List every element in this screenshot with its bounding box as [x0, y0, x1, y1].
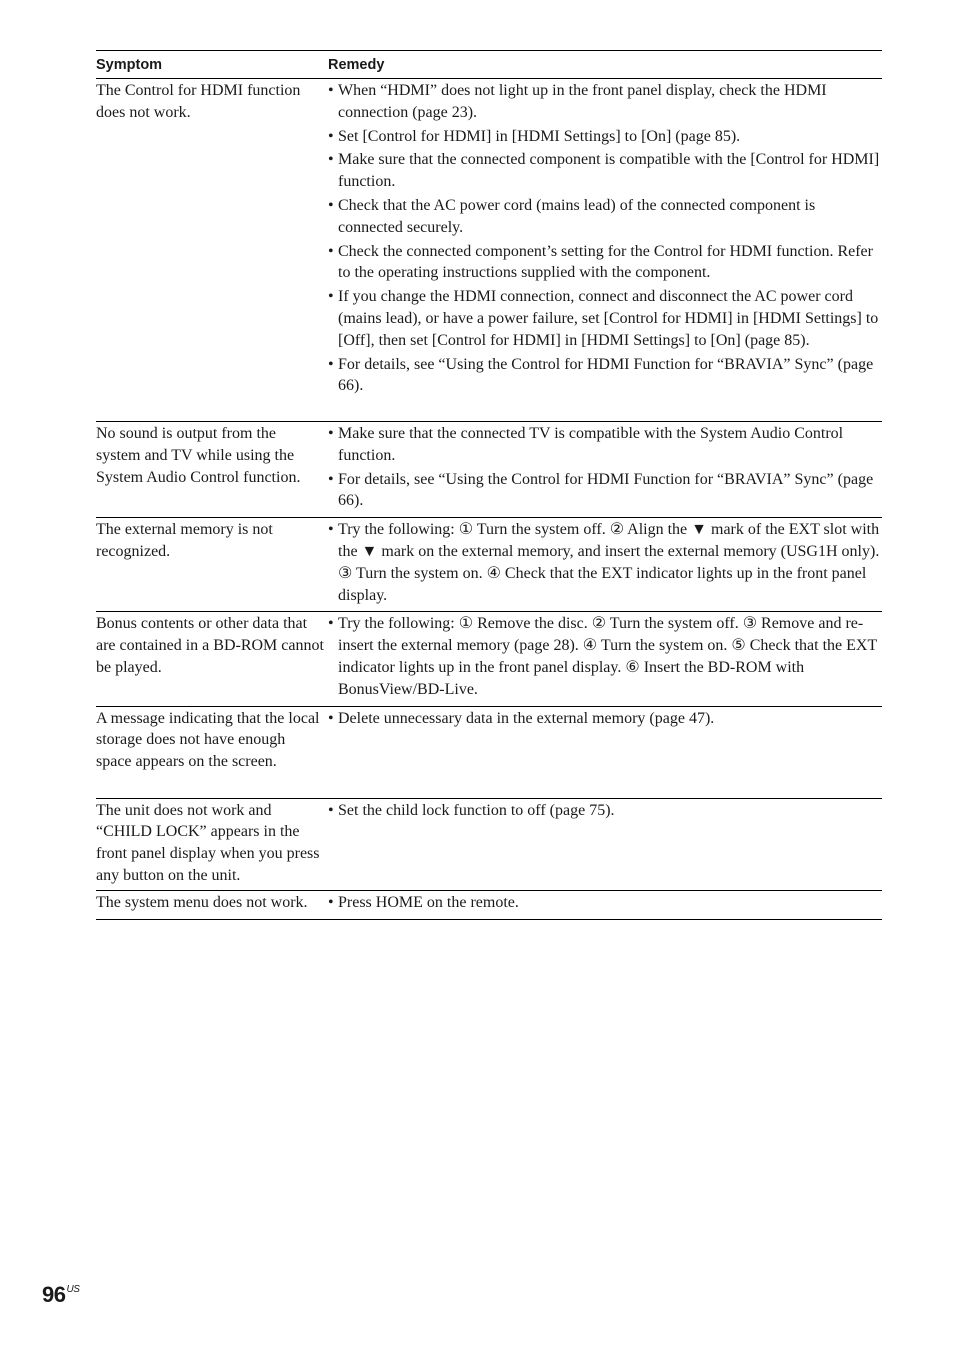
remedy-cell — [328, 891, 882, 916]
remedy-item — [328, 354, 882, 398]
remedy-text: Set [Control for HDMI] in [HDMI Settings] to [On] (page 85). — [338, 127, 741, 145]
bullet-icon: • — [328, 151, 334, 169]
remedy-text: Check that the AC power cord (mains lead) of the connected component is connected securely. — [338, 196, 816, 236]
bullet-icon: • — [328, 288, 334, 306]
remedy-text: If you change the HDMI connection, connect and disconnect the AC power cord (mains lead), or have a power failure, set [Control for HDMI] in [HDMI Settings] to [Off], then set [Control for HDMI] in [HDMI Settings] to [On] (page 85). — [338, 288, 879, 349]
remedy-item — [328, 195, 882, 239]
remedy-text: Make sure that the connected component is compatible with the [Control for HDMI] function. — [338, 151, 880, 191]
remedy-item — [328, 800, 882, 822]
remedy-cell — [328, 707, 882, 795]
page-number-suffix: US — [66, 1284, 80, 1295]
remedy-item — [328, 519, 882, 606]
remedy-item — [328, 892, 882, 914]
table-row — [96, 422, 882, 518]
page-number — [42, 1282, 79, 1308]
remedy-text: Make sure that the connected TV is compatible with the System Audio Control function. — [338, 425, 844, 464]
remedy-text: Set the child lock function to off (page 75). — [338, 801, 615, 819]
remedy-item — [328, 469, 882, 513]
bullet-icon: • — [328, 893, 334, 911]
remedy-item — [328, 80, 882, 124]
bullet-icon: • — [328, 196, 334, 214]
remedy-item — [328, 708, 882, 730]
bullet-icon: • — [328, 801, 334, 819]
bullet-icon: • — [328, 82, 334, 99]
table-row — [96, 612, 882, 706]
remedy-text: Check the connected component’s setting for the Control for HDMI function. Refer to the operating instructions supplied with the component. — [338, 242, 873, 282]
symptom-cell: The system menu does not work. — [96, 893, 308, 911]
remedy-text: When “HDMI” does not light up in the front panel display, check the HDMI connection (page 23). — [338, 82, 827, 121]
remedy-text: Try the following: ① Remove the disc. ② Turn the system off. ③ Remove and re-insert the external memory (page 28). ④ Turn the system on. ⑤ Check that the EXT indicator lights up in the front panel display. ⑥ Insert the BD-ROM with BonusView/BD-Live. — [338, 615, 877, 698]
remedy-cell — [328, 422, 882, 514]
bullet-icon: • — [328, 127, 334, 145]
bullet-icon: • — [328, 521, 334, 539]
table-header — [96, 51, 882, 79]
remedy-item — [328, 286, 882, 351]
table-body — [96, 79, 882, 920]
table-row — [96, 79, 882, 422]
table-row — [96, 891, 882, 920]
remedy-text: Press HOME on the remote. — [338, 893, 519, 911]
header-symptom: Symptom — [96, 56, 163, 73]
page-number-value: 96 — [42, 1282, 66, 1307]
remedy-cell — [328, 799, 882, 887]
symptom-cell: The unit does not work and “CHILD LOCK” appears in the front panel display when you press any button on the unit. — [96, 801, 320, 884]
symptom-cell: The external memory is not recognized. — [96, 521, 273, 560]
table-row — [96, 707, 882, 799]
table-row — [96, 799, 882, 891]
symptom-cell: No sound is output from the system and TV while using the System Audio Control function. — [96, 425, 301, 486]
remedy-item — [328, 613, 882, 700]
symptom-cell: The Control for HDMI function does not work. — [96, 82, 301, 121]
remedy-text: Delete unnecessary data in the external memory (page 47). — [338, 709, 715, 727]
remedy-item — [328, 241, 882, 285]
remedy-item — [328, 126, 882, 148]
remedy-cell — [328, 612, 882, 702]
bullet-icon: • — [328, 709, 334, 727]
remedy-item — [328, 149, 882, 193]
bullet-icon: • — [328, 242, 334, 260]
bullet-icon: • — [328, 355, 334, 373]
bullet-icon: • — [328, 615, 334, 633]
remedy-text: Try the following: ① Turn the system off. ② Align the ▼ mark of the EXT slot with the ▼ mark on the external memory, and insert the external memory (USG1H only). ③ Turn the system on. ④ Check that the EXT indicator lights up in the front panel display. — [338, 521, 880, 604]
bullet-icon: • — [328, 425, 334, 442]
header-remedy: Remedy — [328, 56, 385, 73]
table-row — [96, 518, 882, 612]
remedy-item — [328, 423, 882, 467]
symptom-cell: Bonus contents or other data that are contained in a BD-ROM cannot be played. — [96, 615, 324, 676]
bullet-icon: • — [328, 470, 334, 488]
troubleshooting-table — [96, 50, 882, 920]
remedy-text: For details, see “Using the Control for HDMI Function for “BRAVIA” Sync” (page 66). — [338, 355, 874, 395]
remedy-cell — [328, 518, 882, 608]
remedy-text: For details, see “Using the Control for HDMI Function for “BRAVIA” Sync” (page 66). — [338, 470, 874, 510]
remedy-cell — [328, 79, 882, 418]
symptom-cell: A message indicating that the local storage does not have enough space appears on the screen. — [96, 709, 320, 771]
